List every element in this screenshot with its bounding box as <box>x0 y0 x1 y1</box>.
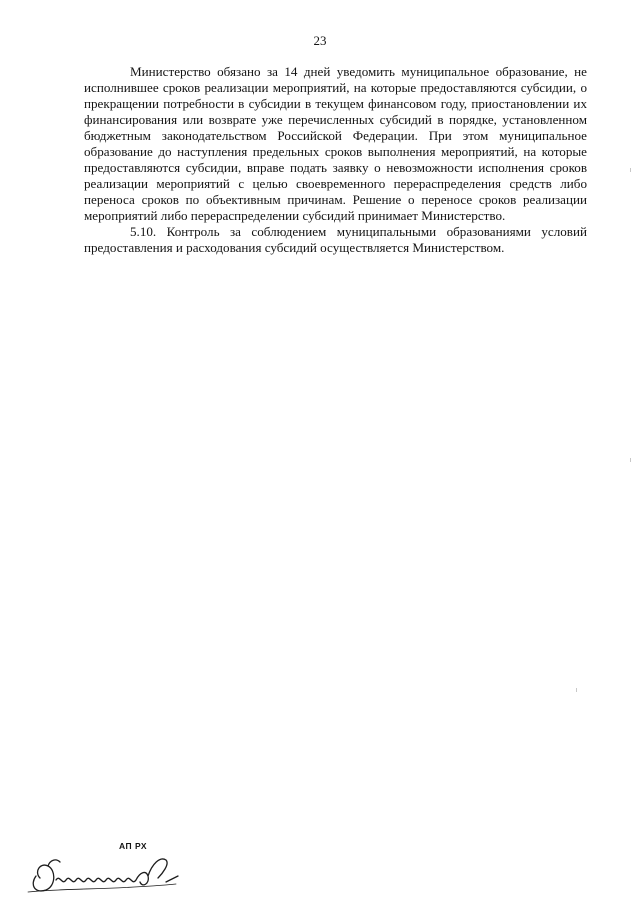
paragraph-notification: Министерство обязано за 14 дней уведомить муниципальное образование, не исполнившее сроков реализации мероприятий, на которые предоставляются субсидии, о прекращении потребности в субсидии в текущем финансовом году, приостановлении их финансирования или возврате уже перечисленных субсидий в порядке, установленном бюджетным законодательством Российской Федерации. При этом муниципальное образование до наступления предельных сроков выполнения мероприятий, на которые предоставляются субсидии, вправе подать заявку о невозможности исполнения сроков реализации мероприятий с целью своевременного перераспределения средств либо переноса сроков по объективным причинам. Решение о переносе сроков реализации мероприятий либо перераспределении субсидий принимает Министерство. <box>84 64 587 223</box>
scan-artifact <box>630 168 631 172</box>
scan-artifact <box>630 458 631 462</box>
scan-artifact <box>576 688 577 692</box>
page-number: 23 <box>313 33 327 48</box>
handwritten-signature <box>26 852 206 898</box>
archive-mark: АП РХ <box>119 841 148 851</box>
paragraph-5-10-control: 5.10. Контроль за соблюдением муниципальными образованиями условий предоставления и расходования субсидий осуществляется Министерством. <box>84 224 587 255</box>
document-body <box>84 64 587 256</box>
